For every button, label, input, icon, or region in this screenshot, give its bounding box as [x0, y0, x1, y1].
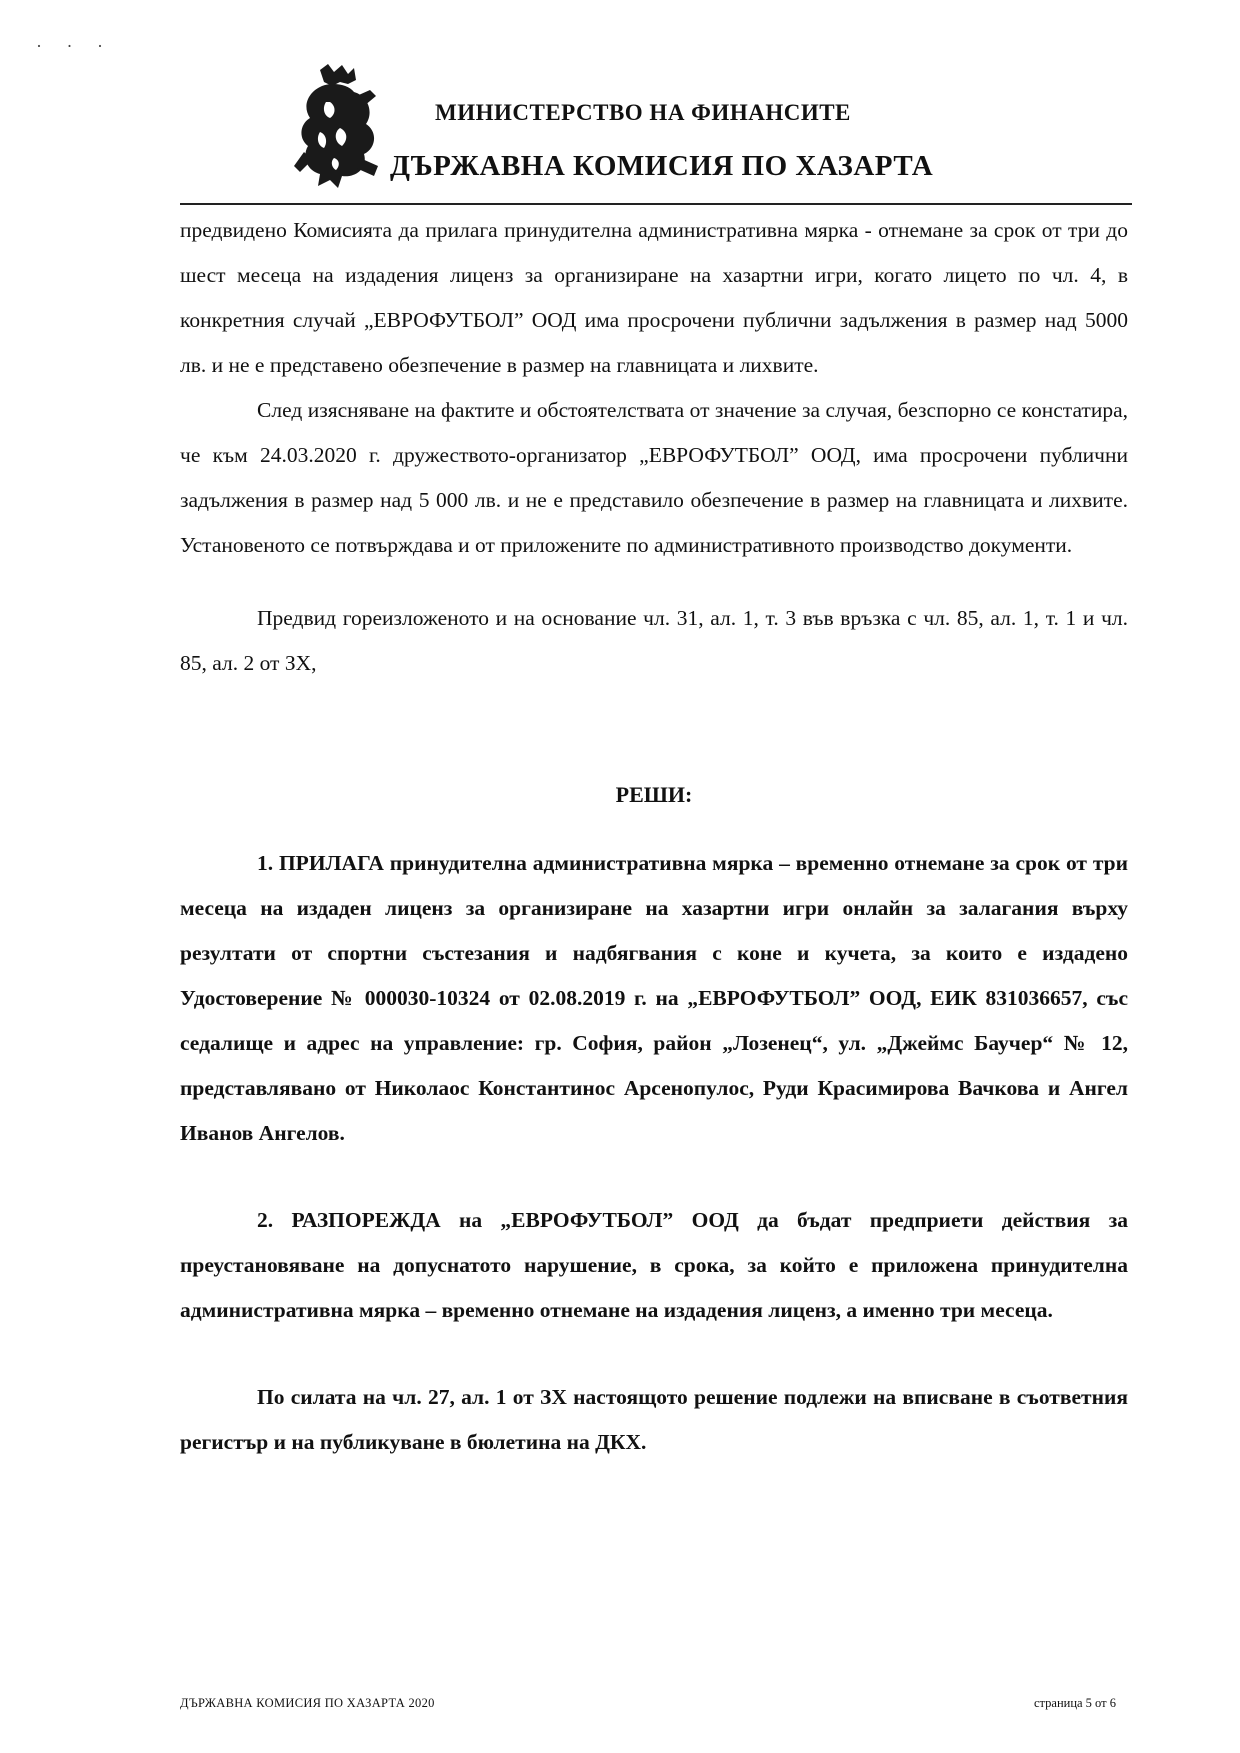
registration-note: По силата на чл. 27, ал. 1 от ЗХ настоящото решение подлежи на вписване в съответния регистър и на публикуване в бюлетина на ДКХ.	[180, 1385, 1128, 1454]
decision-item-2: 2. РАЗПОРЕЖДА на „ЕВРОФУТБОЛ” ООД да бъдат предприети действия за преустановяване на допуснатото нарушение, в срока, за който е приложена принудителна административна мярка – временно отнемане на издадения лиценз, а именно три месеца.	[180, 1208, 1128, 1322]
ministry-name: МИНИСТЕРСТВО НА ФИНАНСИТЕ	[435, 100, 851, 125]
document-body	[180, 208, 1128, 1465]
letterhead	[290, 62, 934, 197]
decision-item-1: 1. ПРИЛАГА принудителна административна мярка – временно отнемане за срок от три месеца на издаден лиценз за организиране на хазартни игри онлайн за залагания върху резултати от спортни състезания и надбягвания с коне и кучета, за които е издадено Удостоверение № 000030-10324 от 02.08.2019 г. на „ЕВРОФУТБОЛ” ООД, ЕИК 831036657, със седалище и адрес на управление: гр. София, район „Лозенец“, ул. „Джеймс Баучер“ № 12, представлявано от Николаос Константинос Арсенопулос, Руди Красимирова Вачкова и Ангел Иванов Ангелов.	[180, 851, 1128, 1145]
scan-artifact: · · ·	[36, 36, 113, 56]
footer-organization: ДЪРЖАВНА КОМИСИЯ ПО ХАЗАРТА 2020	[180, 1696, 435, 1710]
paragraph-findings: След изясняване на фактите и обстоятелствата от значение за случая, безспорно се констатира, че към 24.03.2020 г. дружеството-организатор „ЕВРОФУТБОЛ” ООД, има просрочени публични задължения в размер над 5 000 лв. и не е представило обезпечение в размер на главницата и лихвите. Установеното се потвърждава и от приложените по административното производство документи.	[180, 398, 1128, 557]
page-number: страница 5 от 6	[1033, 1696, 1116, 1710]
lion-crest-icon	[290, 62, 385, 192]
paragraph-legal-basis: Предвид гореизложеното и на основание чл. 31, ал. 1, т. 3 във връзка с чл. 85, ал. 1, т. 1 и чл. 85, ал. 2 от ЗХ,	[180, 606, 1128, 675]
header-rule	[180, 203, 1132, 205]
commission-name: ДЪРЖАВНА КОМИСИЯ ПО ХАЗАРТА	[390, 150, 934, 182]
decision-heading: РЕШИ:	[615, 782, 693, 807]
paragraph-continued: предвидено Комисията да прилага принудителна административна мярка - отнемане за срок от три до шест месеца на издадения лиценз за организиране на хазартни игри, когато лицето по чл. 4, в конкретния случай „ЕВРОФУТБОЛ” ООД има просрочени публични задължения в размер над 5000 лв. и не е представено обезпечение в размер на главницата и лихвите.	[180, 218, 1128, 377]
